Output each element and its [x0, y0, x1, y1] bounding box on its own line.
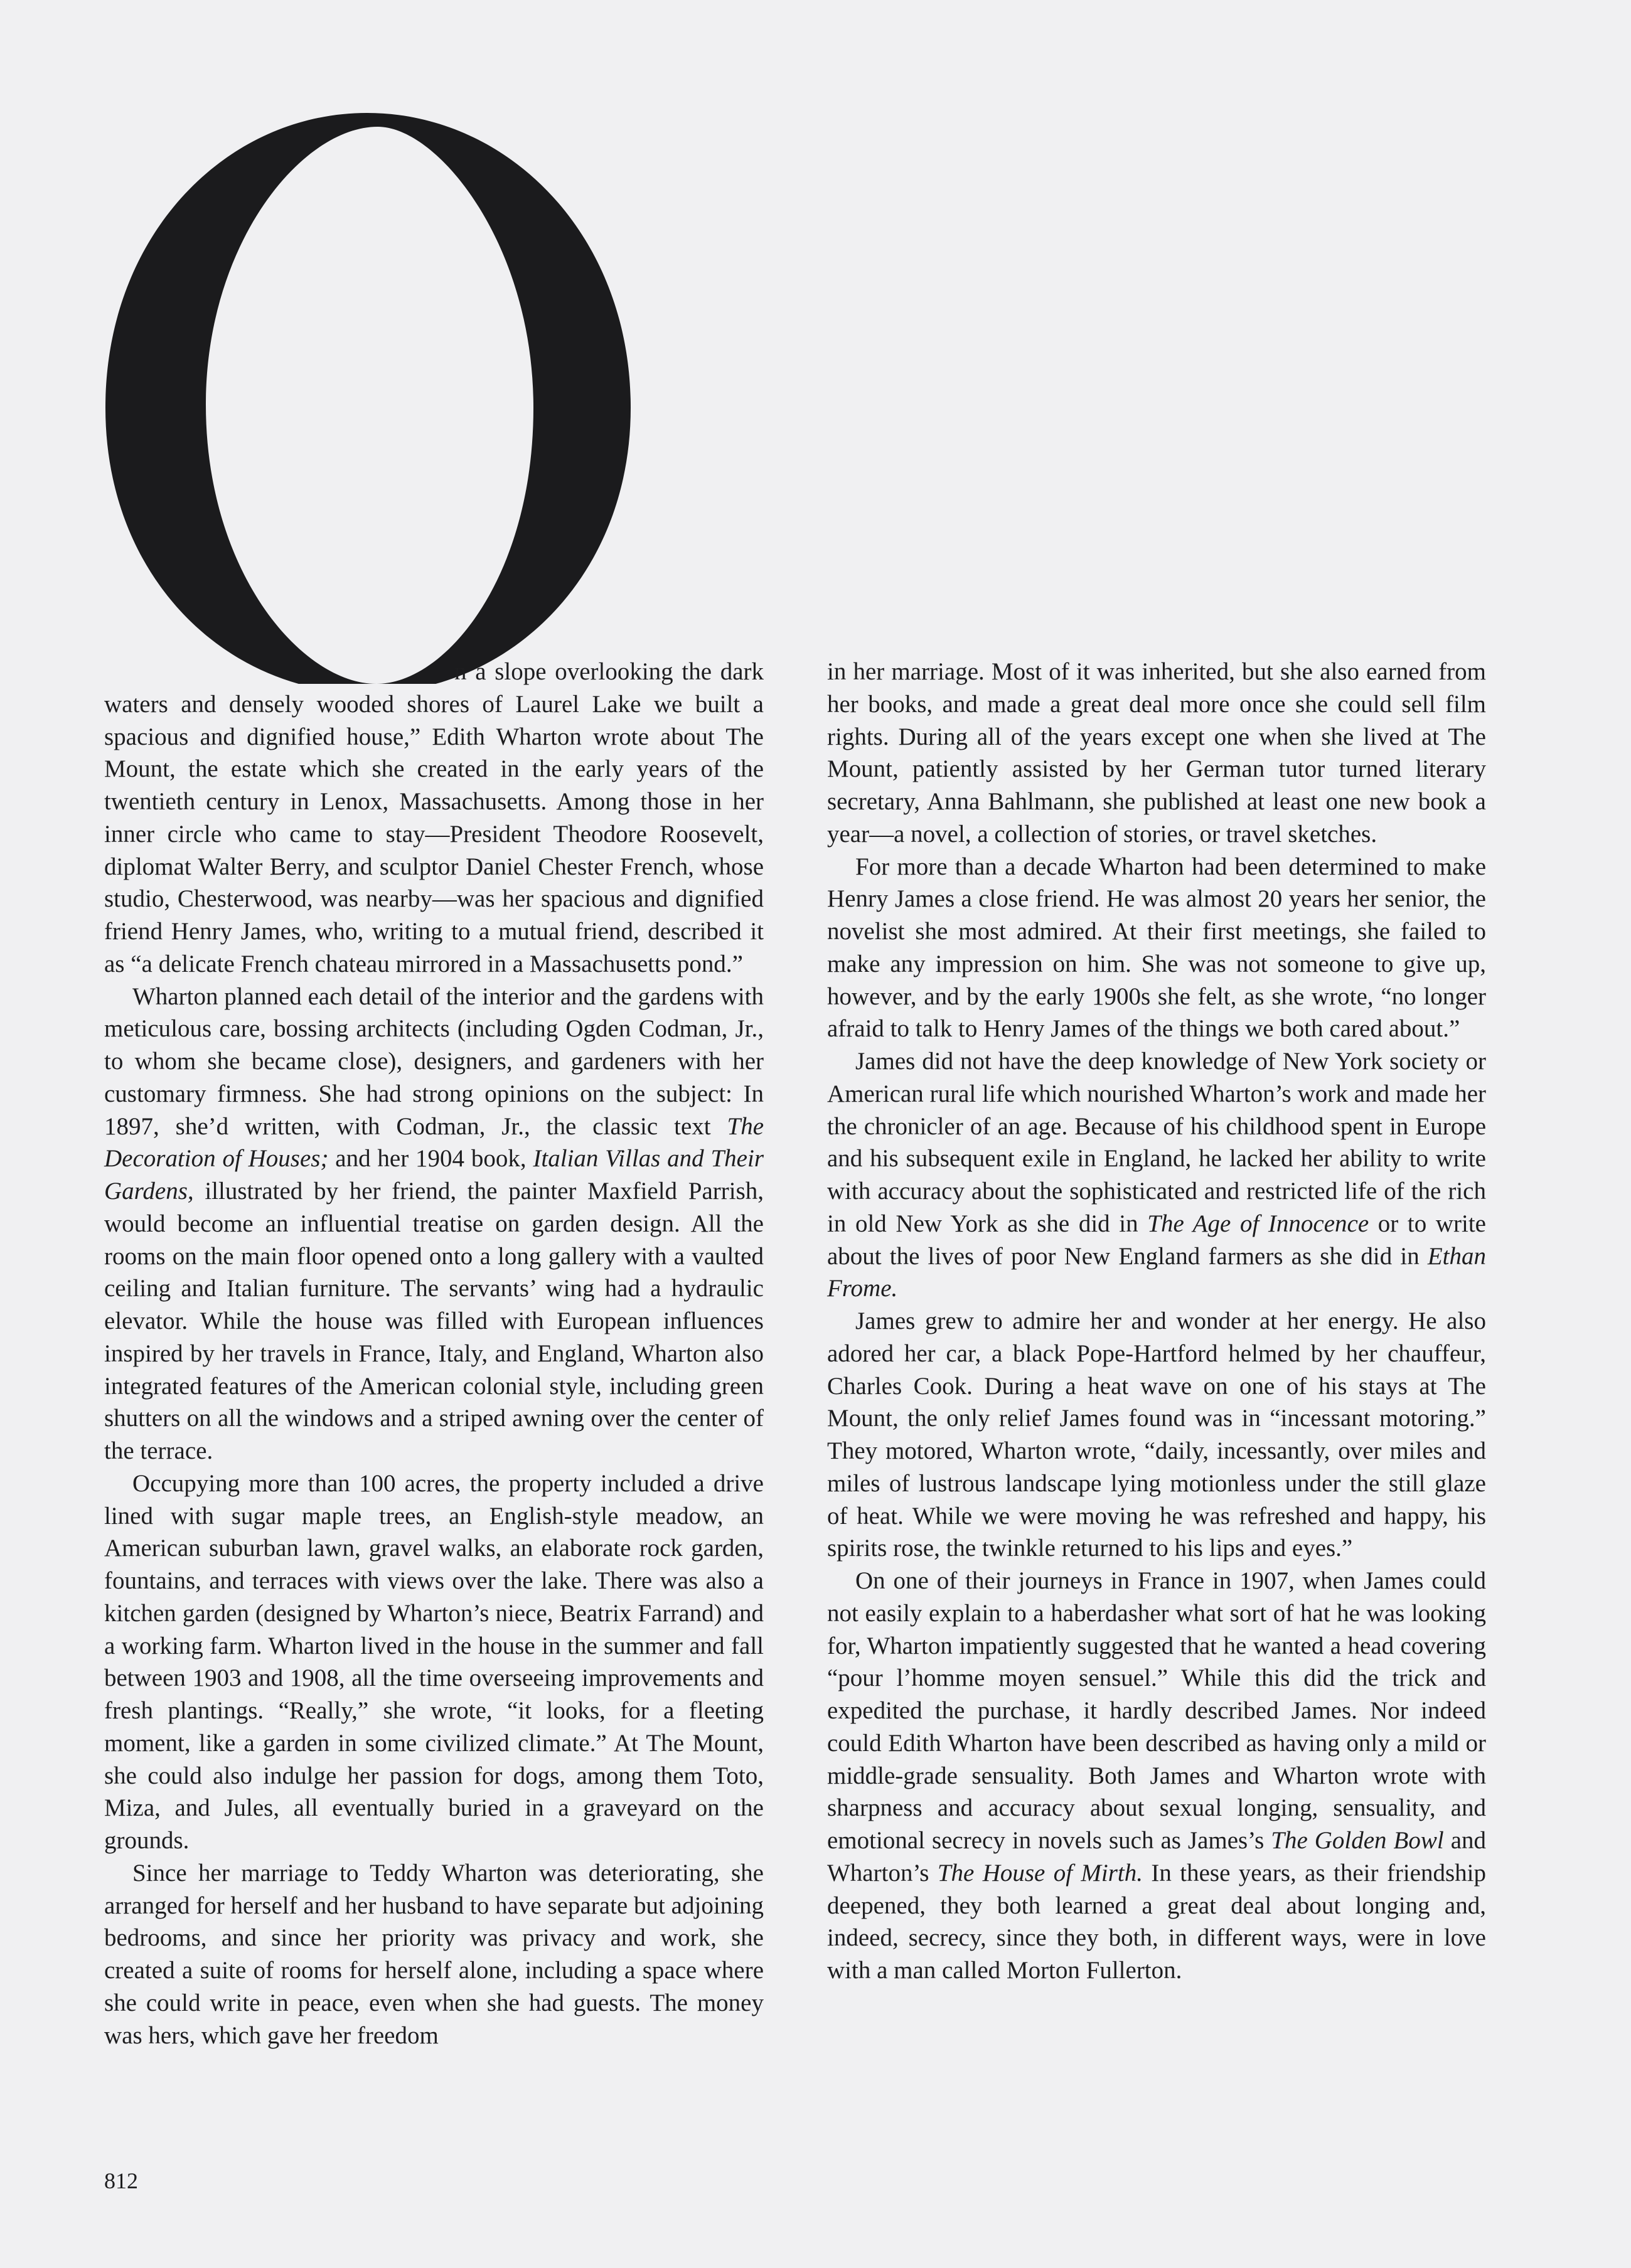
paragraph: [104, 656, 764, 981]
italic-title-run: The Golden Bowl: [1271, 1827, 1444, 1854]
paragraph: [104, 1467, 764, 1857]
italic-title-run: The House of Mirth.: [937, 1859, 1143, 1887]
italic-title-run: Ethan Frome.: [827, 1242, 1486, 1302]
paragraph: [827, 851, 1486, 1046]
drop-cap-letter-o: [94, 88, 640, 684]
text-run: and Wharton’s: [827, 1827, 1487, 1887]
text-run: Since her marriage to Teddy Wharton was deteriorating, she arranged for herself and her husband to have separate but adjoining bedrooms, and since her priority was privacy and work, she created a suite of rooms for herself alone, including a space where she could write in peace, even when she had guests. The money was hers, which gave her freedom: [104, 1859, 764, 2049]
text-run: For more than a decade Wharton had been determined to make Henry James a close friend. He was almost 20 years her senior, the novelist she most admired. At their first meetings, she failed to make any impression on him. She was not someone to give up, however, and by the early 1900s she felt, as she wrote, “no longer afraid to talk to Henry James of the things we both cared about.”: [827, 853, 1486, 1043]
paragraph: [827, 1305, 1486, 1565]
text-run: or to write about the lives of poor New England farmers as she did in: [827, 1210, 1486, 1270]
text-run: and her 1904 book,: [328, 1145, 533, 1173]
right-column: [827, 656, 1486, 1987]
left-column: [104, 656, 764, 2052]
text-run: illustrated by her friend, the painter Maxfield Parrish, would become an influential treatise on garden design. All the rooms on the main floor opened onto a long gallery with a vaulted ceiling and Italian furniture. The servants’ wing had a hydraulic elevator. While the house was filled with European influences inspired by her travels in France, Italy, and England, Wharton also integrated features of the American colonial style, including green shutters on all the windows and a striped awning over the center of the terrace.: [104, 1178, 764, 1464]
paragraph: [104, 981, 764, 1467]
text-run: n a slope overlooking the dark waters and densely wooded shores of Laurel Lake we built a spacious and dignified house,” Edith Wharton wrote about The Mount, the estate which she created in the early years of the twentieth century in Lenox, Massachusetts. Among those in her inner circle who came to stay—President Theodore Roosevelt, diplomat Walter Berry, and sculptor Daniel Chester French, whose studio, Chesterwood, was nearby—was her spacious and dignified friend Henry James, who, writing to a mutual friend, described it as “a delicate French chateau mirrored in a Massachusetts pond.”: [104, 658, 764, 977]
paragraph: [827, 1045, 1486, 1305]
text-run: James did not have the deep knowledge of New York society or American rural life which nourished Wharton’s work and made her the chronicler of an age. Because of his childhood spent in Europe and his subsequent exile in England, he lacked her ability to write with accuracy about the sophisticated and restricted life of the rich in old New York as she did in: [827, 1048, 1486, 1237]
italic-title-run: Italian Villas and Their Gardens,: [104, 1145, 764, 1205]
paragraph: [827, 1565, 1486, 1987]
text-run: Wharton planned each detail of the interior and the gardens with meticulous care, bossing architects (including Ogden Codman, Jr., to whom she became close), designers, and gardeners with her customary firmness. She had strong opinions on the subject: In 1897, she’d written, with Codman, Jr., the classic text: [104, 982, 764, 1140]
page-number: 812: [104, 2168, 138, 2193]
italic-title-run: The Decoration of Houses;: [104, 1112, 764, 1173]
text-run: In these years, as their friendship deepened, they both learned a great deal about longing and, indeed, secrecy, since they both, in different ways, were in love with a man called Morton Fullerton.: [827, 1859, 1486, 1984]
italic-title-run: The Age of Innocence: [1147, 1210, 1369, 1237]
text-run: James grew to admire her and wonder at her energy. He also adored her car, a black Pope-Hartford helmed by her chauffeur, Charles Cook. During a heat wave on one of his stays at The Mount, the only relief James found was in “incessant motoring.” They motored, Wharton wrote, “daily, incessantly, over miles and miles of lustrous landscape lying motionless under the still glaze of heat. While we were moving he was refreshed and happy, his spirits rose, the twinkle returned to his lips and eyes.”: [827, 1307, 1486, 1562]
paragraph: [104, 1857, 764, 2052]
paragraph: [827, 656, 1486, 851]
text-run: in her marriage. Most of it was inherited, but she also earned from her books, and made a great deal more once she could sell film rights. During all of the years except one when she lived at The Mount, patiently assisted by her German tutor turned literary secretary, Anna Bahlmann, she published at least one new book a year—a novel, a collection of stories, or travel sketches.: [827, 658, 1486, 848]
text-run: On one of their journeys in France in 1907, when James could not easily explain to a haberdasher what sort of hat he was looking for, Wharton impatiently suggested that he wanted a head covering “pour l’homme moyen sensuel.” While this did the trick and expedited the purchase, it hardly described James. Nor indeed could Edith Wharton have been described as having only a mild or middle-grade sensuality. Both James and Wharton wrote with sharpness and accuracy about sexual longing, sensuality, and emotional secrecy in novels such as James’s: [827, 1567, 1486, 1854]
text-run: Occupying more than 100 acres, the property included a drive lined with sugar maple trees, an English-style meadow, an American suburban lawn, gravel walks, an elaborate rock garden, fountains, and terraces with views over the lake. There was also a kitchen garden (designed by Wharton’s niece, Beatrix Farrand) and a working farm. Wharton lived in the house in the summer and fall between 1903 and 1908, all the time overseeing improvements and fresh plantings. “Really,” she wrote, “it looks, for a fleeting moment, like a garden in some civilized climate.” At The Mount, she could also indulge her passion for dogs, among them Toto, Miza, and Jules, all eventually buried in a graveyard on the grounds.: [104, 1469, 764, 1854]
